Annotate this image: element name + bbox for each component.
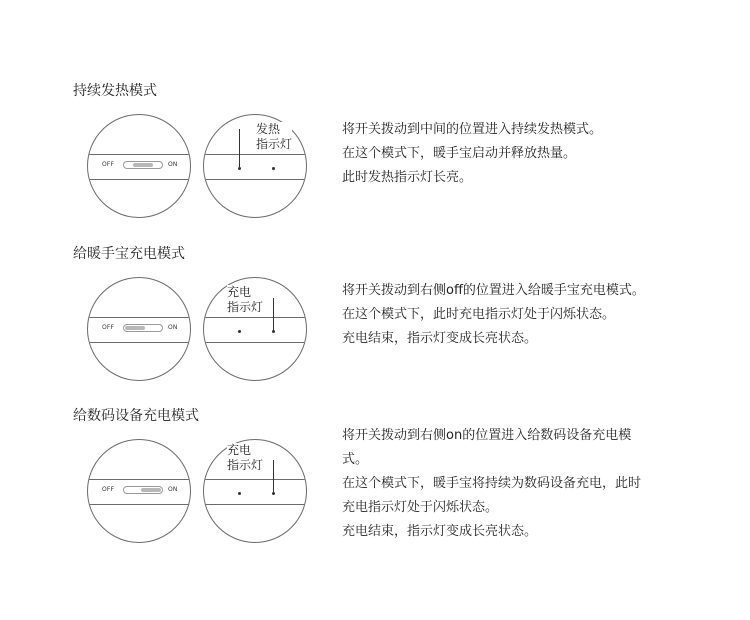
switch-diagram <box>87 114 191 218</box>
switch-off-label: OFF <box>102 324 115 331</box>
switch-slider-track <box>123 324 163 332</box>
switch-on-label: ON <box>168 324 178 331</box>
indicator-label <box>256 122 292 152</box>
indicator-label <box>227 285 263 315</box>
indicator-dot-left <box>238 492 241 495</box>
indicator-label-line2: 指示灯 <box>227 300 264 314</box>
switch-slider-knob <box>141 488 161 492</box>
mode-section-continuous-heating <box>0 82 750 242</box>
device-band <box>203 154 307 180</box>
indicator-dot-left <box>238 330 241 333</box>
callout-line <box>239 129 240 167</box>
switch-slider-knob <box>133 163 153 167</box>
mode-description <box>342 279 692 351</box>
description-line: 将开关拨动到中间的位置进入持续发热模式。 <box>342 122 603 137</box>
mode-description <box>342 424 692 544</box>
callout-line <box>273 298 274 330</box>
switch-off-label: OFF <box>102 161 115 168</box>
mode-section-charge-handwarmer <box>0 245 750 405</box>
description-line: 充电结束，指示灯变成长亮状态。 <box>342 524 538 539</box>
switch-diagram <box>87 277 191 381</box>
switch-on-label: ON <box>168 161 178 168</box>
switch-slider-track <box>123 161 163 169</box>
description-line: 在这个模式下，暖手宝启动并释放热量。 <box>342 146 577 161</box>
section-title: 给暖手宝充电模式 <box>73 246 185 262</box>
switch-diagram <box>87 439 191 543</box>
description-line: 充电指示灯处于闪烁状态。 <box>342 500 499 515</box>
callout-line <box>273 460 274 492</box>
section-title: 持续发热模式 <box>73 83 157 99</box>
indicator-label <box>227 443 263 473</box>
indicator-label-line1: 充电 <box>227 443 252 457</box>
description-line: 在这个模式下，此时充电指示灯处于闪烁状态。 <box>342 307 616 322</box>
device-band <box>203 317 307 343</box>
section-title: 给数码设备充电模式 <box>73 408 199 424</box>
switch-off-label: OFF <box>102 486 115 493</box>
description-line: 在这个模式下，暖手宝将持续为数码设备充电，此时 <box>342 476 642 491</box>
indicator-label-line2: 指示灯 <box>227 458 264 472</box>
indicator-dot-right <box>272 492 275 495</box>
switch-on-label: ON <box>168 486 178 493</box>
indicator-label-line1: 充电 <box>227 285 252 299</box>
indicator-label-line1: 发热 <box>256 122 281 136</box>
indicator-dot-right <box>272 167 275 170</box>
switch-slider-knob <box>125 326 145 330</box>
device-band <box>203 479 307 505</box>
description-line: 充电结束，指示灯变成长亮状态。 <box>342 331 538 346</box>
description-line: 此时发热指示灯长亮。 <box>342 170 473 185</box>
indicator-label-line2: 指示灯 <box>256 137 293 151</box>
description-line: 将开关拨动到右侧on的位置进入给数码设备充电模 <box>342 428 632 443</box>
switch-slider-track <box>123 486 163 494</box>
indicator-dot-left <box>238 167 241 170</box>
description-line: 将开关拨动到右侧off的位置进入给暖手宝充电模式。 <box>342 283 645 298</box>
mode-description <box>342 118 692 190</box>
description-line: 式。 <box>342 452 369 467</box>
indicator-dot-right <box>272 330 275 333</box>
mode-section-charge-devices <box>0 407 750 567</box>
